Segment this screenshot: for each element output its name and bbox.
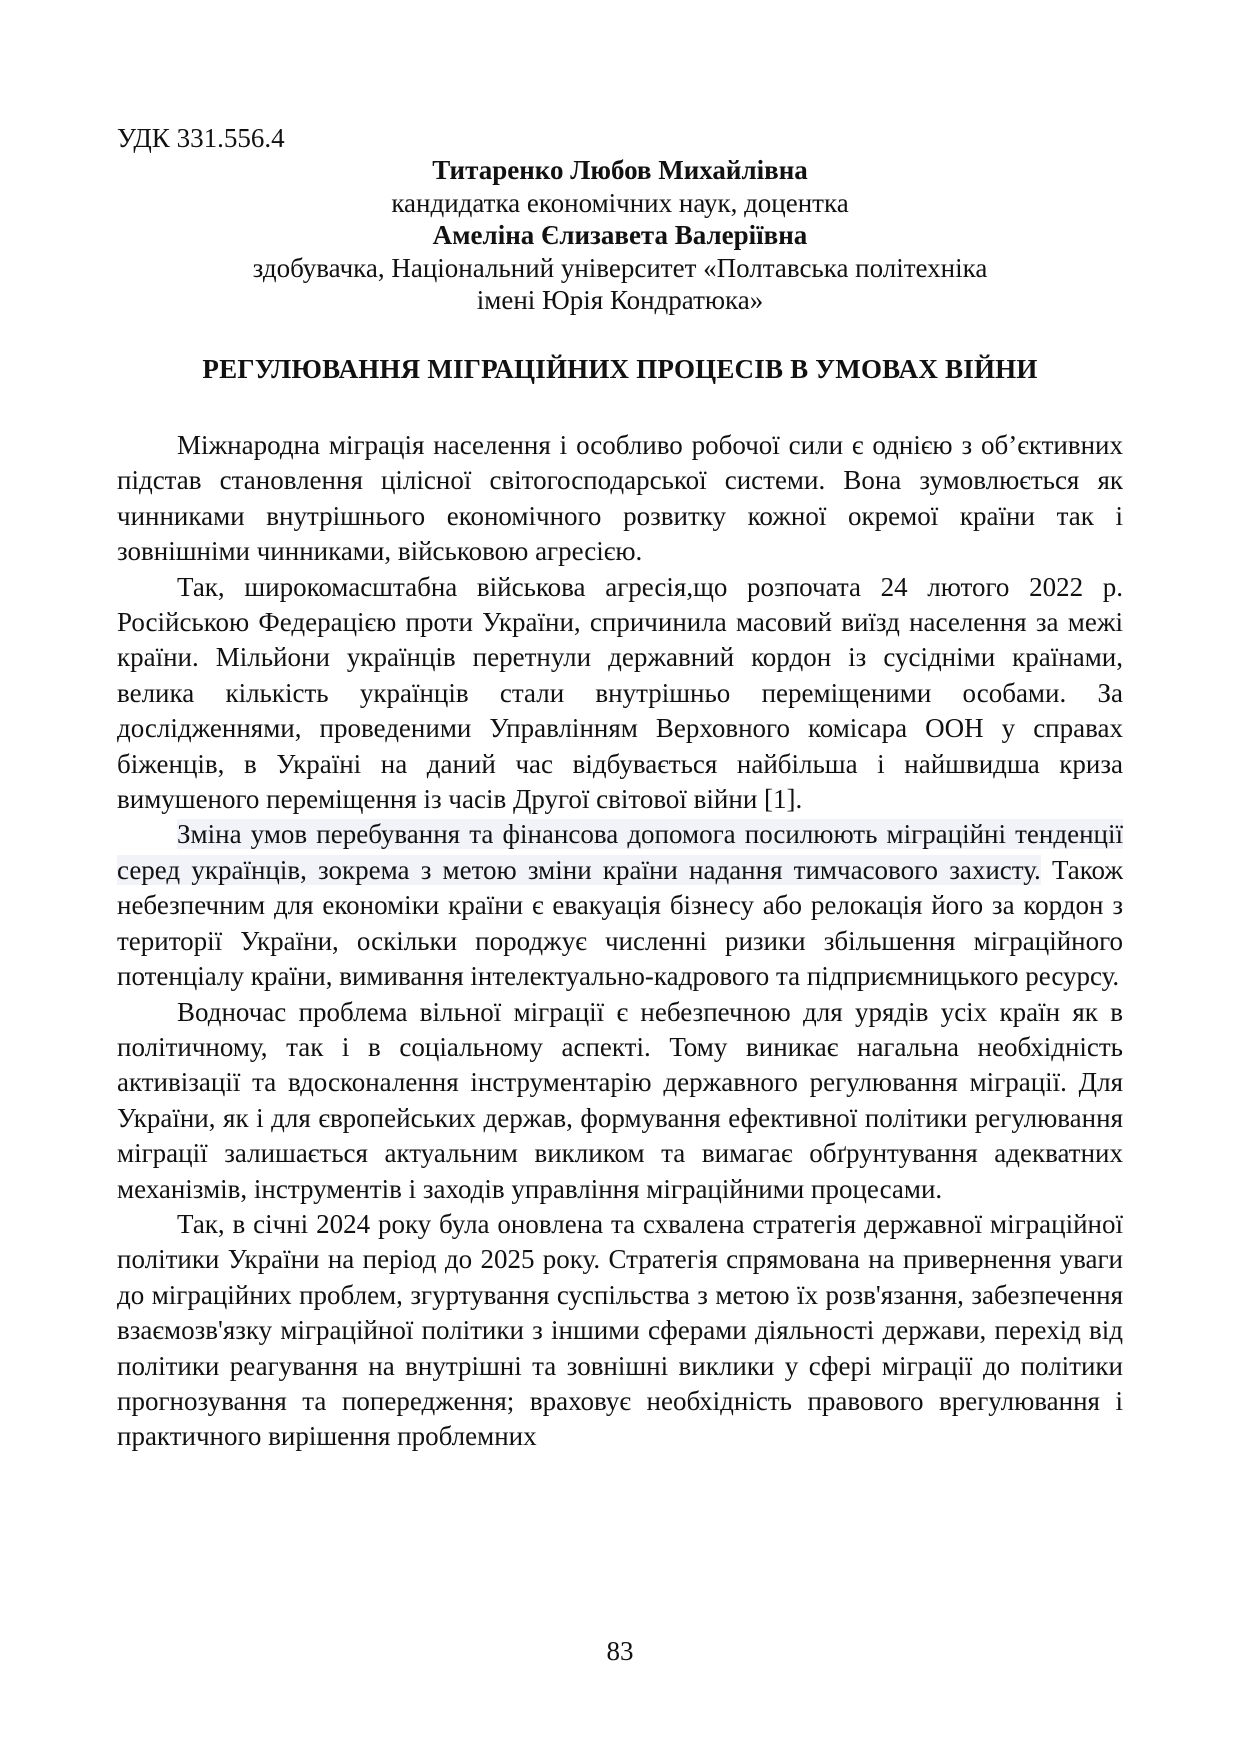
highlighted-text: Зміна умов перебування та фінансова допомога посилюють міграційні тенденції серед українців, зокрема з метою зміни країни надання тимчасового захисту.	[117, 819, 1123, 885]
article-body	[117, 428, 1123, 1455]
body-paragraph: Міжнародна міграція населення і особливо робочої сили є однією з об’єктивних підстав становлення цілісної світогосподарської системи. Вона зумовлюється як чинниками внутрішнього економічного розвитку кожної окремої країни так і зовнішніми чинниками, військовою агресією.	[117, 430, 1123, 567]
body-paragraph: Водночас проблема вільної міграції є небезпечною для урядів усіх країн як в політичному, так і в соціальному аспекті. Тому виникає нагальна необхідність активізації та вдосконалення інструментарію державного регулювання міграції. Для України, як і для європейських держав, формування ефективної політики регулювання міграції залишається актуальним викликом та вимагає обґрунтування адекватних механізмів, інструментів і заходів управління міграційними процесами.	[117, 996, 1123, 1204]
body-paragraph	[117, 817, 1123, 994]
body-paragraph: Так, в січні 2024 року була оновлена та схвалена стратегія державної міграційної політики України на період до 2025 року. Стратегія спрямована на привернення уваги до міграційних проблем, згуртування суспільства з метою їх розв'язання, забезпечення взаємозв'язку міграційної політики з іншими сферами діяльності держави, перехід від політики реагування на внутрішні та зовнішні виклики у сфері міграції до політики прогнозування та попередження; враховує необхідність правового врегулювання і практичного вирішення проблемних	[117, 1208, 1123, 1452]
article-title: РЕГУЛЮВАННЯ МІГРАЦІЙНИХ ПРОЦЕСІВ В УМОВАХ ВІЙНИ	[202, 354, 1038, 384]
paragraph-text: Також небезпечним для економіки країни є евакуація бізнесу або релокація його за кордон з території України, оскільки породжує численні ризики збільшення міграційного потенціалу країни, вимивання інтелектуально-кадрового та підприємницького ресурсу.	[117, 854, 1123, 992]
author-affiliation: кандидатка економічних наук, доцентка	[391, 187, 849, 218]
body-paragraph: Так, широкомасштабна військова агресія,що розпочата 24 лютого 2022 р. Російською Федерацією проти України, спричинила масовий виїзд населення за межі країни. Мільйони українців перетнули державний кордон із сусідніми країнами, велика кількість українців стали внутрішньо переміщеними особами. За дослідженнями, проведеними Управлінням Верховного комісара ООН у справах біженців, в Україні на даний час відбувається найбільша і найшвидша криза вимушеного переміщення із часів Другої світової війни [1].	[117, 571, 1123, 815]
page-number: 83	[606, 1636, 634, 1666]
author-affiliation: імені Юрія Кондратюка»	[476, 285, 764, 315]
author-name: Титаренко Любов Михайлівна	[432, 155, 808, 185]
udc-code: УДК 331.556.4	[117, 123, 285, 153]
author-affiliation: здобувачка, Національний університет «Полтавська політехніка	[252, 252, 988, 283]
author-block	[117, 154, 1123, 317]
author-name: Амеліна Єлизавета Валеріївна	[432, 220, 808, 250]
